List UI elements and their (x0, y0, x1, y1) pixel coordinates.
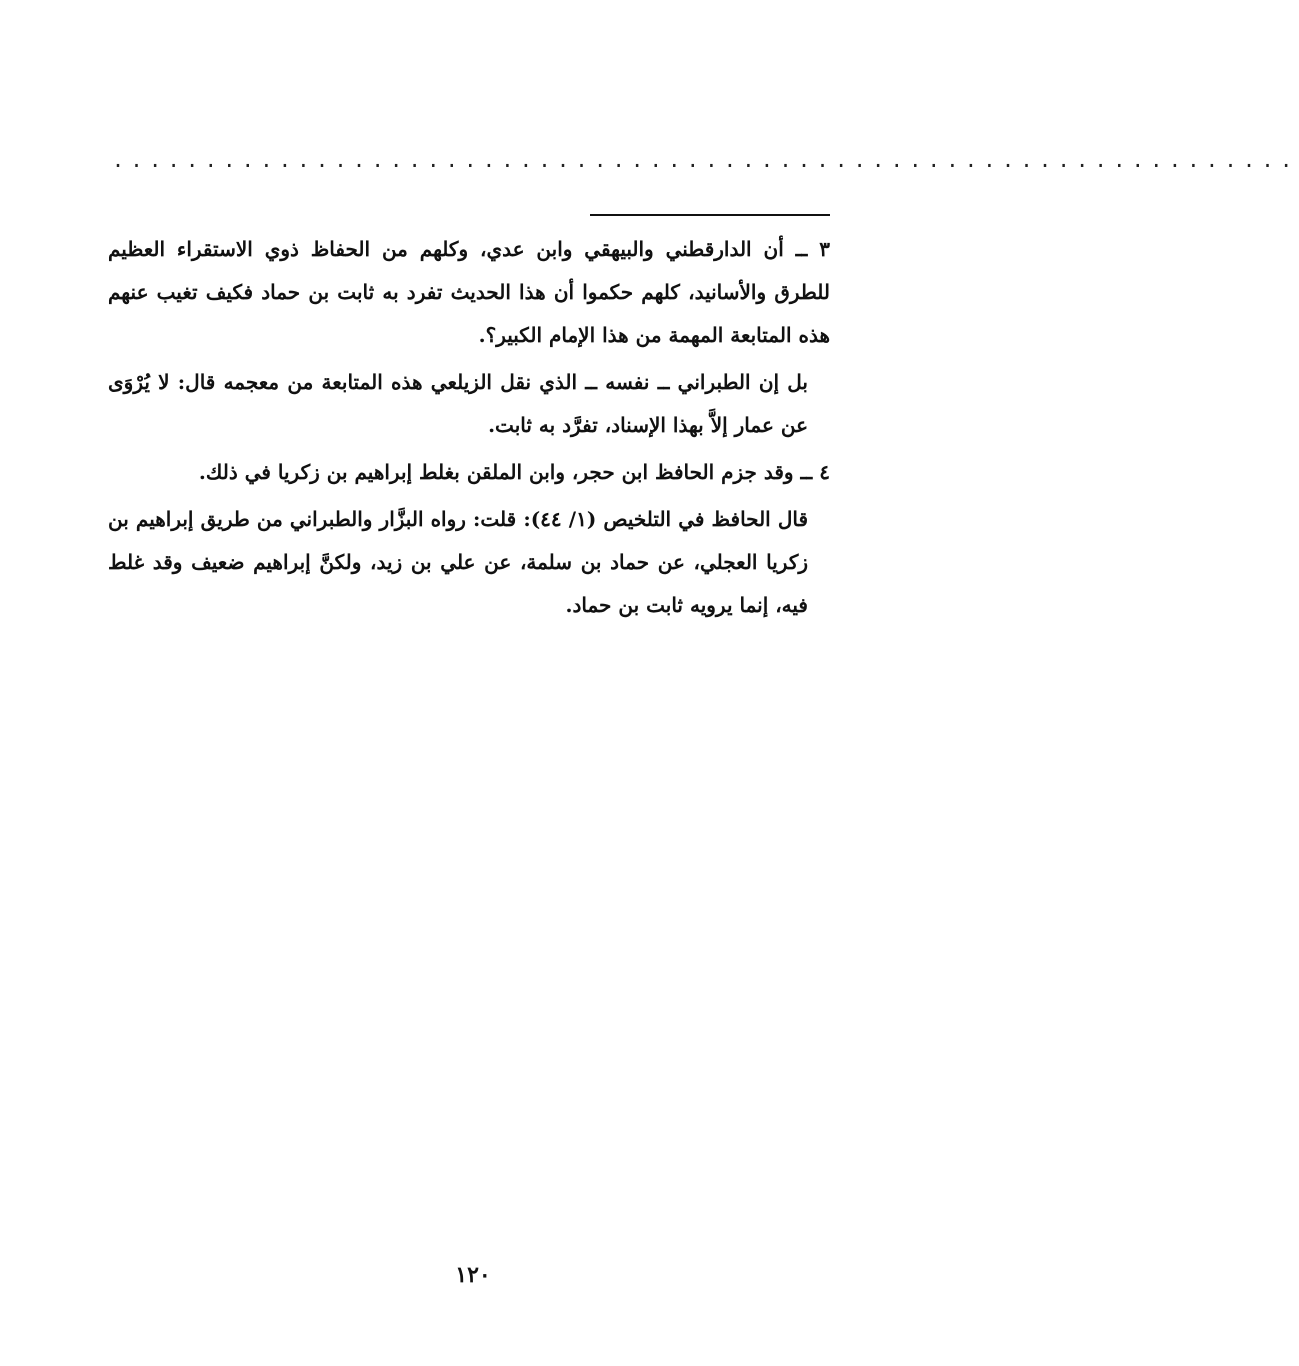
paragraph-talkhis: قال الحافظ في التلخيص (١/ ٤٤): قلت: رواه البزَّار والطبراني من طريق إبراهيم بن زكريا العجلي، عن حماد بن سلمة، عن علي بن زيد، ولكنَّ إبراهيم ضعيف وقد غلط فيه، إنما يرويه ثابت بن حماد. (108, 507, 809, 617)
paragraph-tabarani: بل إن الطبراني ــ نفسه ــ الذي نقل الزيلعي هذه المتابعة من معجمه قال: لا يُرْوَى عن عمار إلاَّ بهذا الإسناد، تفرَّد به ثابت. (108, 370, 808, 437)
paragraph-point-4: ٤ ــ وقد جزم الحافظ ابن حجر، وابن الملقن بغلط إبراهيم بن زكريا في ذلك. (198, 460, 830, 484)
separator-dots: ................................................................ (112, 148, 1299, 172)
body-text (108, 228, 830, 631)
page-number: ١٢٠ (455, 1262, 491, 1288)
paragraph-point-3: ٣ ــ أن الدارقطني والبيهقي وابن عدي، وكلهم من الحفاظ ذوي الاستقراء العظيم للطرق والأسانيد، كلهم حكموا أن هذا الحديث تفرد به ثابت بن حماد فكيف تغيب عنهم هذه المتابعة المهمة من هذا الإمام الكبير؟. (108, 237, 830, 347)
footnote-rule (590, 214, 830, 216)
